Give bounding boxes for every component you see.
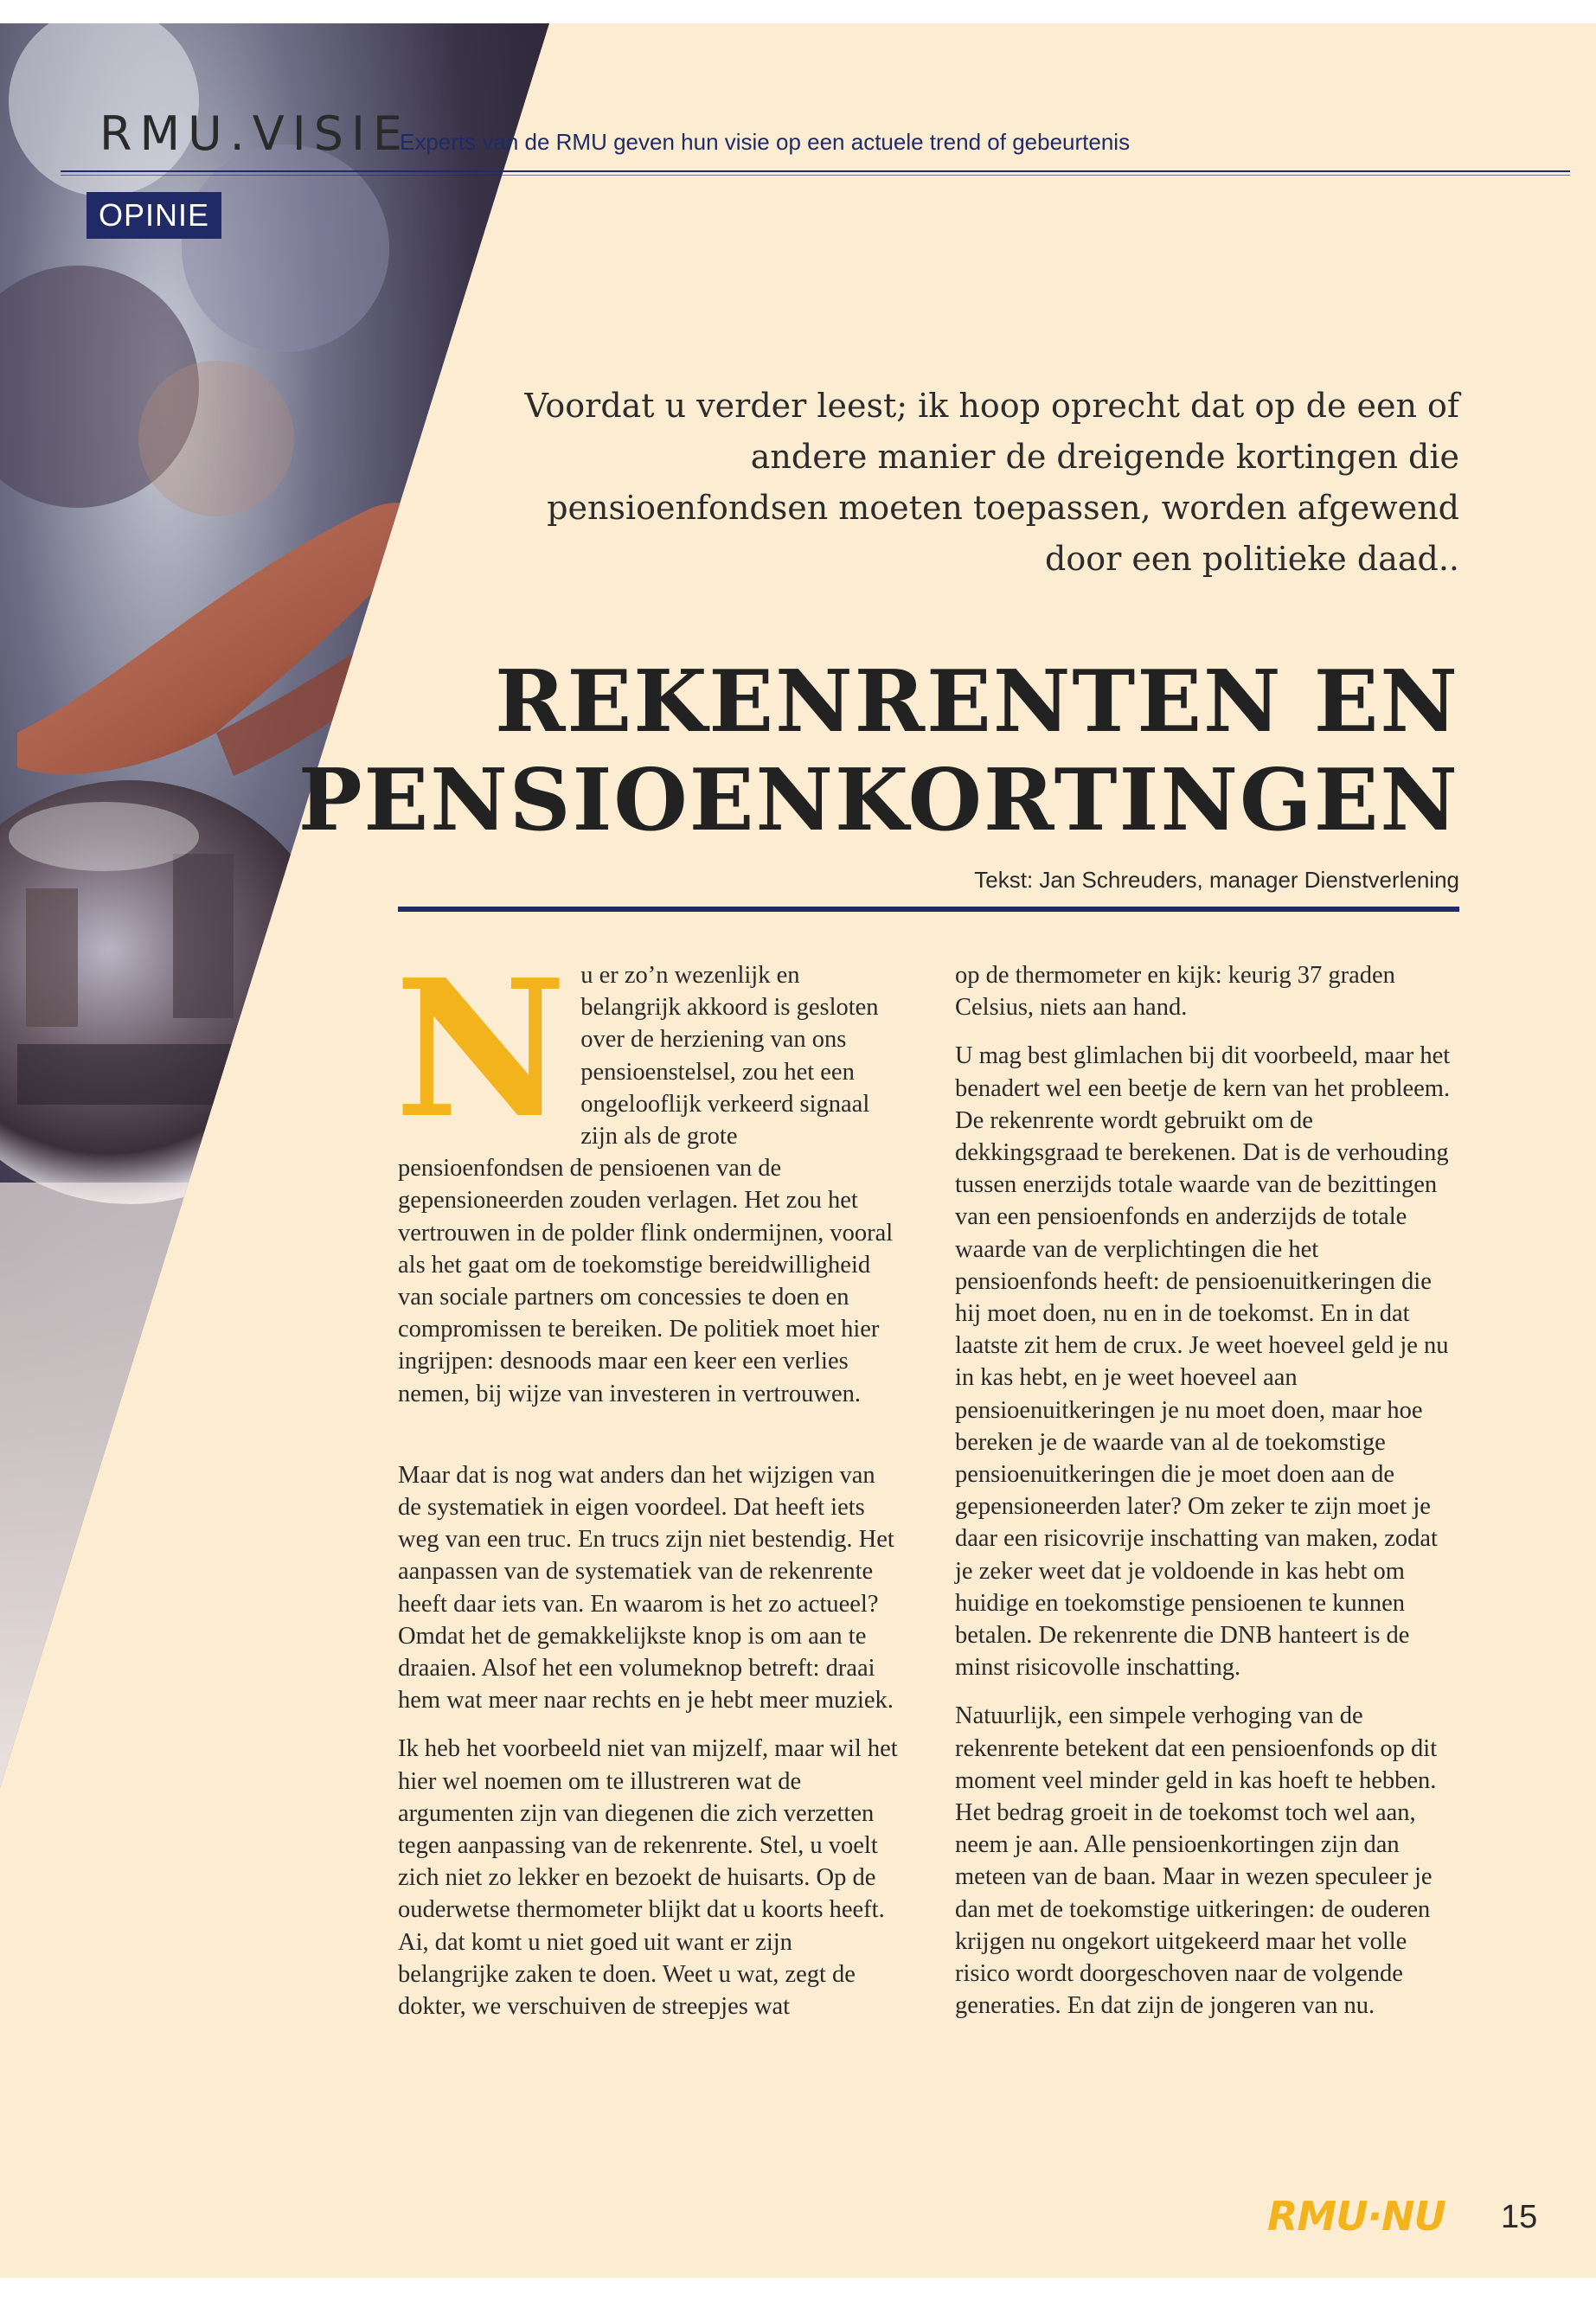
rmu-nu-logo: RMU·NU [1267, 2193, 1445, 2240]
section-label: RMU.VISIE [99, 106, 410, 161]
body-paragraph: Maar dat is nog wat anders dan het wijzigen van de systematiek in eigen voordeel. Dat heeft iets weg van een truc. En trucs zijn niet bestendig. Het aanpassen van de systematiek van de rekenrente heeft daar iets van. En waarom is het zo actueel? Omdat het de gemakkelijkste knop is om aan te draaien. Alsof het een volumeknop betreft: draai hem wat meer naar rechts en je hebt meer muziek. [398, 1461, 894, 1715]
body-paragraph: Ik heb het voorbeeld niet van mijzelf, maar wil het hier wel noemen om te illustreren wat de argumenten zijn van diegenen die zich verzetten tegen aanpassing van de rekenrente. Stel, u voelt zich niet zo lekker en bezoekt de huisarts. Op de ouderwetse thermometer blijkt dat u koorts heeft. Ai, dat komt u niet goed uit want er zijn belangrijke zaken te doen. Weet u wat, zegt de dokter, we verschuiven de streepjes wat [398, 1735, 898, 2021]
column-left [394, 939, 904, 2039]
lead-paragraph: Voordat u verder leest; ik hoop oprecht dat op de een of andere manier de dreigende kortingen die pensioenfondsen moeten toepassen, worden afgewend door een politieke daad.. [524, 387, 1459, 578]
page-number: 15 [1501, 2199, 1538, 2235]
category-tag: OPINIE [87, 192, 221, 239]
byline: Tekst: Jan Schreuders, manager Dienstverlening [974, 867, 1459, 893]
body-paragraph: Nu er zo’n wezenlijk en belangrijk akkoord is gesloten over de herziening van ons pensioenstelsel, zou het een ongelooflijk verkeerd signaal zijn als de grote pensioenfondsen de pensioenen van de gepensioneerden zouden verlagen. Het zou het vertrouwen in de polder flink ondermijnen, vooral als het gaat om de toekomstige bereidwilligheid van sociale partners om concessies te doen en compromissen te bereiken. De politiek moet hier ingrijpen: desnoods maar een keer een verlies nemen, bij wijze van investeren in vertrouwen. [394, 939, 894, 1407]
drop-cap: N [394, 939, 567, 1160]
magazine-page [0, 23, 1596, 2278]
body-paragraph: Natuurlijk, een simpele verhoging van de rekenrente betekent dat een pensioenfonds op dit moment veel minder geld in kas hoeft te hebben. Het bedrag groeit in de toekomst toch wel aan, neem je aan. Alle pensioenkortingen zijn dan meteen van de baan. Maar in wezen speculeer je dan met de toekomstige uitkeringen: de ouderen krijgen nu ongekort uitgekeerd maar het volle risico wordt doorgeschoven naar de volgende generaties. En dat zijn de jongeren van nu. [955, 1702, 1438, 2020]
title-line-2: PENSIOENKORTINGEN [298, 751, 1459, 850]
header-rule [61, 170, 1570, 172]
title-line-1: REKENRENTEN EN [495, 652, 1459, 752]
header-rule-thin [61, 175, 1570, 176]
column-right [955, 959, 1461, 2039]
title-rule [398, 907, 1459, 912]
body-paragraph: op de thermometer en kijk: keurig 37 graden Celsius, niets aan hand. [955, 962, 1395, 1022]
body-paragraph: U mag best glimlachen bij dit voorbeeld, maar het benadert wel een beetje de kern van het probleem. De rekenrente wordt gebruikt om de dekkingsgraad te berekenen. Dat is de verhouding tussen enerzijds totale waarde van de bezittingen van een pensioenfonds en anderzijds de totale waarde van de verplichtingen die het pensioenfonds heeft: de pensioenuitkeringen die hij moet doen, nu en in de toekomst. En in dat laatste zit hem de crux. Je weet hoeveel geld je nu in kas hebt, en je weet hoeveel aan pensioenuitkeringen je nu moet doen, maar hoe bereken je de waarde van al de toekomstige pensioenuitkeringen die je moet doen aan de gepensioneerden later? Om zeker te zijn moet je daar een risicovrije inschatting van maken, zodat je zeker weet dat je voldoende in kas hebt om huidige en toekomstige pensioenen te kunnen betalen. De rekenrente die DNB hanteert is de minst risicovolle inschatting. [955, 1042, 1451, 1682]
article-title [298, 653, 1459, 850]
section-subtitle: Experts van de RMU geven hun visie op een actuele trend of gebeurtenis [400, 129, 1131, 155]
